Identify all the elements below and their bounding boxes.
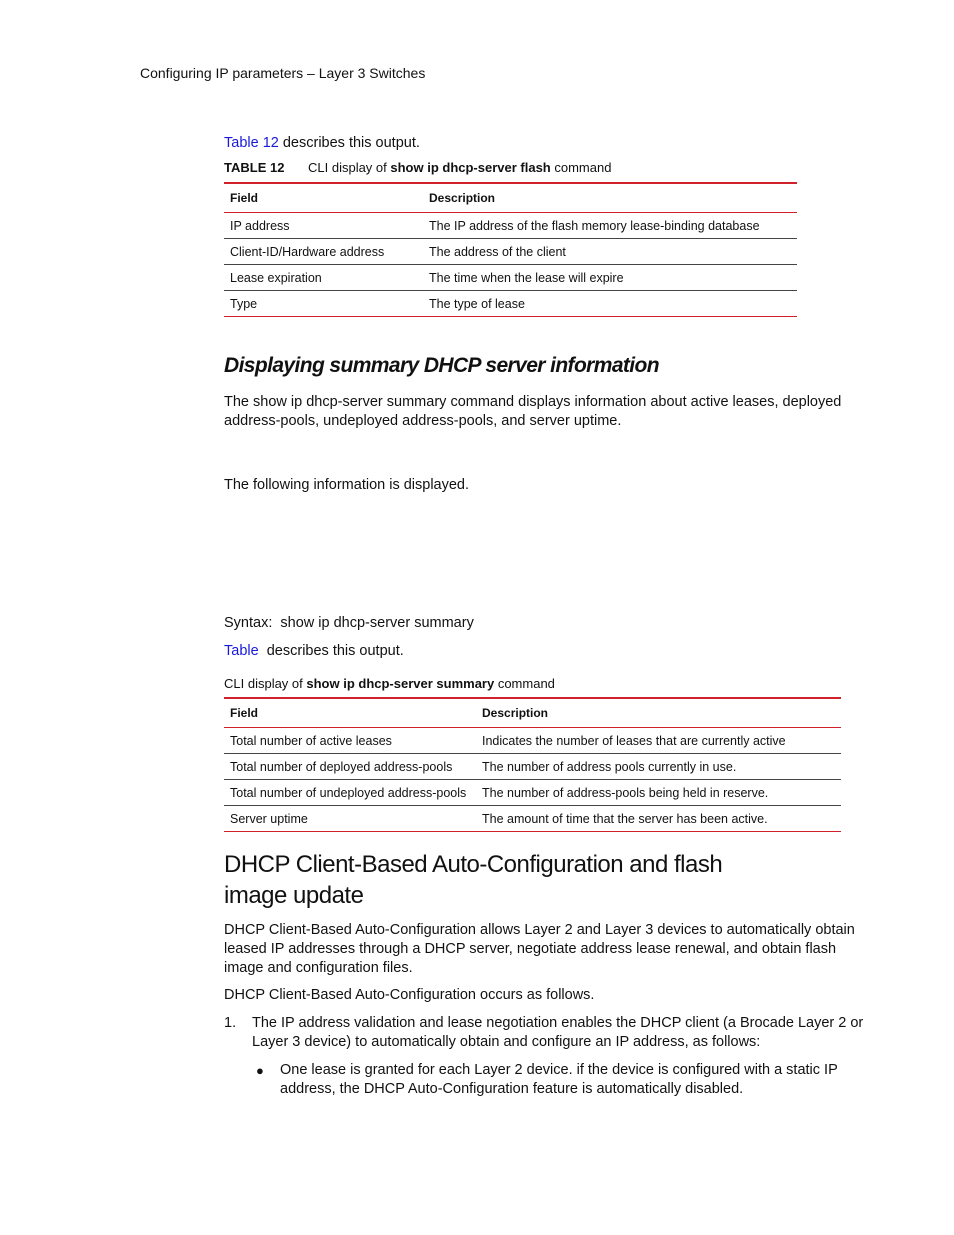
step-text: The IP address validation and lease negotiation enables the DHCP client (a Brocade Layer 2 or Layer 3 device) to automatically obtain and configure an IP address, as follows: xyxy=(252,1015,864,1050)
summary-table xyxy=(224,697,841,832)
table-row xyxy=(224,213,797,239)
syntax-command: show ip dhcp-server summary xyxy=(280,615,474,631)
bullet-item-1 xyxy=(256,1061,856,1099)
syntax-label: Syntax: xyxy=(224,615,273,631)
bullet-icon: ● xyxy=(256,1063,264,1078)
table12-caption xyxy=(224,160,611,175)
section-heading-auto-config xyxy=(224,849,722,911)
table-row xyxy=(224,291,797,317)
section-heading-summary: Displaying summary DHCP server information xyxy=(224,354,659,377)
table-row xyxy=(224,265,797,291)
numbered-step-1 xyxy=(224,1014,872,1052)
table-header-row xyxy=(224,698,841,728)
column-header-field: Field xyxy=(224,698,476,728)
summary-caption-command: show ip dhcp-server summary xyxy=(306,676,495,691)
cell-description: The amount of time that the server has been active. xyxy=(476,806,841,832)
table-header-row xyxy=(224,183,797,213)
heading-line-1: DHCP Client-Based Auto-Configuration and flash xyxy=(224,851,723,878)
summary-table-intro xyxy=(224,642,404,661)
column-header-field: Field xyxy=(224,183,423,213)
summary-table-caption xyxy=(224,676,555,691)
cell-field: Client-ID/Hardware address xyxy=(224,239,423,265)
table12-caption-command: show ip dhcp-server flash xyxy=(390,160,551,175)
cell-description: The time when the lease will expire xyxy=(423,265,797,291)
table-row xyxy=(224,239,797,265)
summary-paragraph xyxy=(224,393,864,431)
heading-line-2: image update xyxy=(224,882,364,909)
cell-field: Total number of deployed address-pools xyxy=(224,754,476,780)
cell-field: Lease expiration xyxy=(224,265,423,291)
auto-config-paragraph-1: DHCP Client-Based Auto-Configuration allows Layer 2 and Layer 3 devices to automatically obtain leased IP addresses through a DHCP server, negotiate address lease renewal, and obtain flash image and configuration files. xyxy=(224,922,855,976)
cell-description: Indicates the number of leases that are currently active xyxy=(476,728,841,754)
cell-description: The number of address-pools being held in reserve. xyxy=(476,780,841,806)
table12-intro-text: describes this output. xyxy=(278,135,420,151)
cell-description: The type of lease xyxy=(423,291,797,317)
table12-number: TABLE 12 xyxy=(224,160,285,175)
summary-table-link[interactable]: Table xyxy=(224,643,259,659)
cell-description: The number of address pools currently in use. xyxy=(476,754,841,780)
cell-field: Total number of undeployed address-pools xyxy=(224,780,476,806)
bullet-text: One lease is granted for each Layer 2 device. if the device is configured with a static IP address, the DHCP Auto-Configuration feature is automatically disabled. xyxy=(280,1062,838,1097)
table12-caption-prefix: CLI display of xyxy=(308,160,391,175)
running-header: Configuring IP parameters – Layer 3 Switches xyxy=(140,65,426,81)
summary-para-rest: command displays information about active leases, deployed address-pools, undeployed address-pools, and server uptime. xyxy=(224,394,842,429)
summary-para-the: The xyxy=(224,394,254,410)
summary-caption-suffix: command xyxy=(494,676,555,691)
table-row xyxy=(224,806,841,832)
summary-para-command: show ip dhcp-server summary xyxy=(253,394,447,410)
cell-field: Type xyxy=(224,291,423,317)
cell-field: Server uptime xyxy=(224,806,476,832)
summary-caption-prefix: CLI display of xyxy=(224,676,307,691)
cell-field: IP address xyxy=(224,213,423,239)
column-header-description: Description xyxy=(476,698,841,728)
table12-intro xyxy=(224,134,420,153)
table12 xyxy=(224,182,797,317)
step-number: 1. xyxy=(224,1015,237,1031)
cell-field: Total number of active leases xyxy=(224,728,476,754)
summary-table-intro-text: describes this output. xyxy=(266,643,404,659)
table-row xyxy=(224,728,841,754)
following-info-text: The following information is displayed. xyxy=(224,477,470,493)
column-header-description: Description xyxy=(423,183,797,213)
cell-description: The IP address of the flash memory lease-binding database xyxy=(423,213,797,239)
syntax-line xyxy=(224,614,474,633)
table-row xyxy=(224,780,841,806)
table12-caption-suffix: command xyxy=(550,160,612,175)
auto-config-paragraph-2: DHCP Client-Based Auto-Configuration occurs as follows. xyxy=(224,987,595,1003)
table-row xyxy=(224,754,841,780)
table12-link[interactable]: Table 12 xyxy=(224,135,279,151)
cell-description: The address of the client xyxy=(423,239,797,265)
